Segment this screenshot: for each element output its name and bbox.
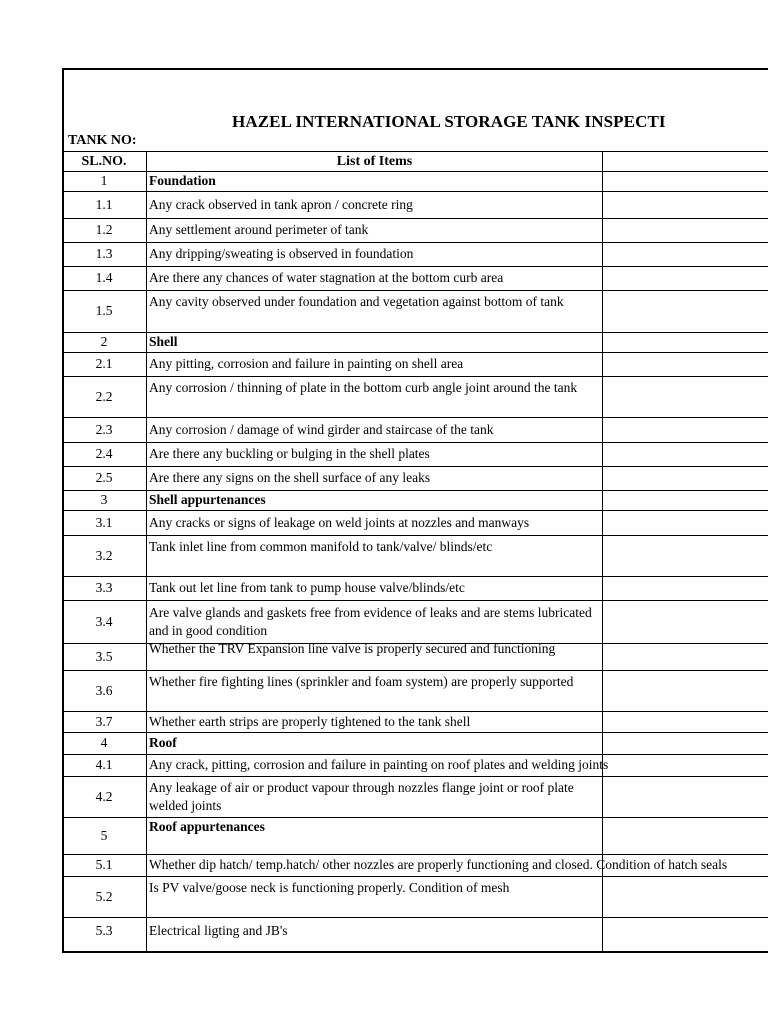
section-row <box>62 817 768 854</box>
row-sl-number: 4 <box>100 735 108 750</box>
item-description: Are there any chances of water stagnation at the bottom curb area <box>149 270 504 285</box>
table-row <box>62 242 768 266</box>
item-description: Any cavity observed under foundation and vegetation against bottom of tank <box>149 294 564 309</box>
item-description: Any pitting, corrosion and failure in painting on shell area <box>149 356 464 371</box>
item-description: Any crack, pitting, corrosion and failure in painting on roof plates and welding joints <box>149 757 609 772</box>
table-row <box>62 442 768 466</box>
item-description: Any leakage of air or product vapour through nozzles flange joint or roof plate welded joints <box>149 780 574 813</box>
table-row <box>62 854 768 876</box>
item-description: Tank inlet line from common manifold to tank/valve/ blinds/etc <box>149 539 493 554</box>
inspection-sheet <box>62 68 768 953</box>
row-sl-number: 5.1 <box>95 857 113 872</box>
table-row <box>62 876 768 917</box>
table-row <box>62 670 768 711</box>
table-row <box>62 776 768 817</box>
table-row <box>62 191 768 218</box>
section-row <box>62 732 768 754</box>
row-sl-number: 2.5 <box>95 470 113 485</box>
table-row <box>62 376 768 417</box>
section-row <box>62 490 768 510</box>
item-description: Whether the TRV Expansion line valve is properly secured and functioning <box>149 641 556 656</box>
column-header-items: List of Items <box>336 154 413 169</box>
row-sl-number: 1.3 <box>95 246 113 261</box>
header-top-line <box>62 151 768 152</box>
row-sl-number: 2.1 <box>95 356 113 371</box>
table-row <box>62 711 768 732</box>
document-title: HAZEL INTERNATIONAL STORAGE TANK INSPECTI <box>232 112 666 131</box>
item-description: Are there any buckling or bulging in the shell plates <box>149 446 430 461</box>
section-title: Roof <box>149 735 177 750</box>
row-sl-number: 3.2 <box>95 548 113 563</box>
section-row <box>62 171 768 191</box>
item-description: Any corrosion / thinning of plate in the bottom curb angle joint around the tank <box>149 380 578 395</box>
sheet-bottom-border <box>62 951 768 953</box>
row-sl-number: 4.1 <box>95 757 113 772</box>
row-sl-number: 5.3 <box>95 923 113 938</box>
row-sl-number: 2 <box>100 334 108 349</box>
row-sl-number: 3.7 <box>95 714 113 729</box>
item-description: Electrical ligting and JB's <box>149 923 288 938</box>
row-sl-number: 1.5 <box>95 303 113 318</box>
row-sl-number: 3.1 <box>95 515 113 530</box>
row-sl-number: 1 <box>100 173 108 188</box>
row-sl-number: 3.6 <box>95 683 113 698</box>
table-row <box>62 510 768 535</box>
section-title: Shell appurtenances <box>149 492 266 507</box>
item-description: Any corrosion / damage of wind girder and staircase of the tank <box>149 422 494 437</box>
column-header-slno: SL.NO. <box>81 154 127 169</box>
row-sl-number: 5.2 <box>95 889 113 904</box>
row-sl-number: 3 <box>100 492 108 507</box>
section-title: Foundation <box>149 173 216 188</box>
table-row <box>62 266 768 290</box>
table-row <box>62 290 768 332</box>
tank-no-label: TANK NO: <box>68 133 137 148</box>
row-sl-number: 3.4 <box>95 614 113 629</box>
table-row <box>62 352 768 376</box>
item-description: Any cracks or signs of leakage on weld joints at nozzles and manways <box>149 515 530 530</box>
table-row <box>62 643 768 670</box>
row-sl-number: 5 <box>100 828 108 843</box>
row-sl-number: 1.4 <box>95 270 113 285</box>
item-description: Tank out let line from tank to pump house valve/blinds/etc <box>149 580 465 595</box>
item-description: Are there any signs on the shell surface of any leaks <box>149 470 431 485</box>
table-row <box>62 535 768 576</box>
table-row <box>62 600 768 643</box>
table-row <box>62 417 768 442</box>
table-row <box>62 218 768 242</box>
item-description: Whether fire fighting lines (sprinkler and foam system) are properly supported <box>149 674 574 689</box>
row-sl-number: 2.2 <box>95 389 113 404</box>
row-sl-number: 3.3 <box>95 580 113 595</box>
section-row <box>62 332 768 352</box>
section-title: Shell <box>149 334 178 349</box>
table-row <box>62 576 768 600</box>
row-sl-number: 2.4 <box>95 446 113 461</box>
item-description: Is PV valve/goose neck is functioning properly. Condition of mesh <box>149 880 510 895</box>
item-description: Any dripping/sweating is observed in foundation <box>149 246 414 261</box>
table-row <box>62 466 768 490</box>
table-row <box>62 917 768 944</box>
row-sl-number: 1.2 <box>95 222 113 237</box>
item-description: Any crack observed in tank apron / concrete ring <box>149 197 413 212</box>
item-description: Are valve glands and gaskets free from evidence of leaks and are stems lubricated and in good condition <box>149 605 592 638</box>
row-sl-number: 4.2 <box>95 789 113 804</box>
item-description: Any settlement around perimeter of tank <box>149 222 369 237</box>
table-row <box>62 754 768 776</box>
sheet-top-border <box>62 68 768 70</box>
item-description: Whether dip hatch/ temp.hatch/ other nozzles are properly functioning and closed. Condition of hatch seals <box>149 857 728 872</box>
section-title: Roof appurtenances <box>149 819 265 834</box>
row-sl-number: 1.1 <box>95 197 113 212</box>
item-description: Whether earth strips are properly tightened to the tank shell <box>149 714 471 729</box>
row-sl-number: 2.3 <box>95 422 113 437</box>
row-sl-number: 3.5 <box>95 649 113 664</box>
